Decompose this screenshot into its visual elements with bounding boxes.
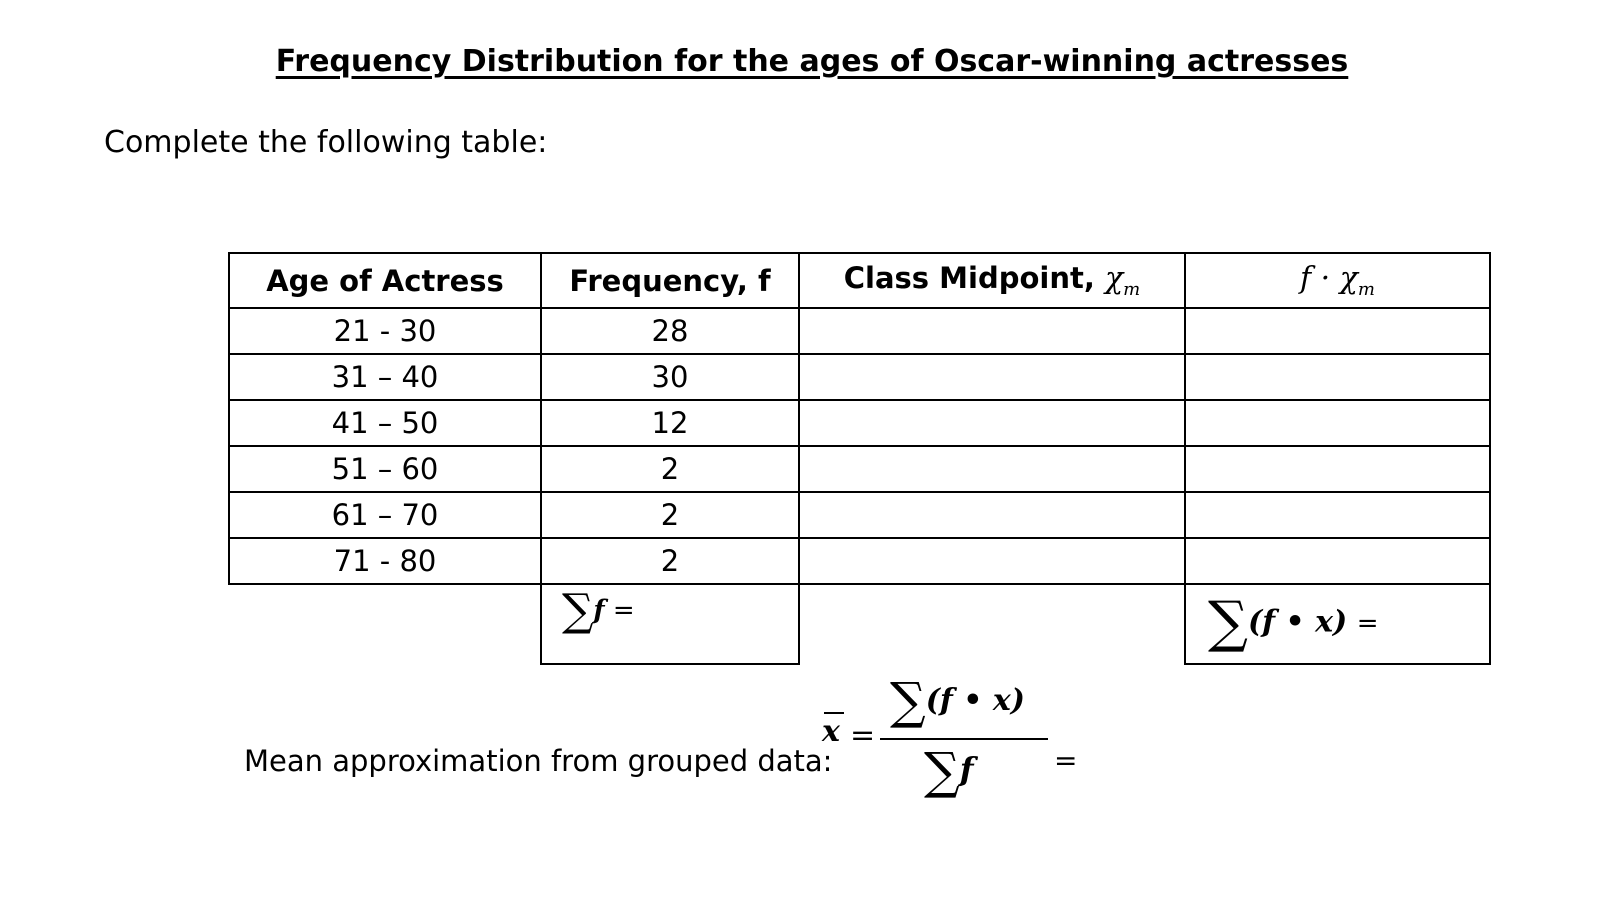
mean-equals-sign: = — [850, 718, 876, 753]
product-cell[interactable] — [1185, 492, 1490, 538]
instruction-text: Complete the following table: — [104, 125, 548, 160]
sum-row — [229, 584, 1490, 664]
age-cell: 71 - 80 — [229, 538, 541, 584]
product-cell[interactable] — [1185, 446, 1490, 492]
frequency-cell: 2 — [541, 492, 799, 538]
frequency-cell: 30 — [541, 354, 799, 400]
table-row — [229, 538, 1490, 584]
sum-fx-label: ∑(f • x) = — [1208, 590, 1379, 655]
mean-label: Mean approximation from grouped data: — [244, 744, 833, 778]
midpoint-cell[interactable] — [799, 538, 1185, 584]
page-title: Frequency Distribution for the ages of Oscar-winning actresses — [275, 44, 1349, 79]
table-row — [229, 354, 1490, 400]
header-frequency: Frequency, f — [541, 253, 799, 308]
midpoint-cell[interactable] — [799, 308, 1185, 354]
empty-cell — [229, 584, 541, 664]
product-cell[interactable] — [1185, 400, 1490, 446]
midpoint-cell[interactable] — [799, 354, 1185, 400]
age-cell: 21 - 30 — [229, 308, 541, 354]
table-row — [229, 400, 1490, 446]
table-row — [229, 446, 1490, 492]
frequency-cell: 2 — [541, 538, 799, 584]
table-header-row — [229, 253, 1490, 308]
age-cell: 51 – 60 — [229, 446, 541, 492]
product-cell[interactable] — [1185, 308, 1490, 354]
header-midpoint-label: Class Midpoint, — [843, 261, 1095, 295]
product-symbol: $f \cdot \chi_m$ — [1300, 261, 1375, 300]
frequency-cell: 28 — [541, 308, 799, 354]
product-cell[interactable] — [1185, 354, 1490, 400]
age-cell: 41 – 50 — [229, 400, 541, 446]
table-row — [229, 492, 1490, 538]
frequency-cell: 2 — [541, 446, 799, 492]
midpoint-cell[interactable] — [799, 446, 1185, 492]
frequency-cell: 12 — [541, 400, 799, 446]
age-cell: 61 – 70 — [229, 492, 541, 538]
mean-denominator: ∑f — [924, 742, 974, 800]
empty-cell — [799, 584, 1185, 664]
midpoint-cell[interactable] — [799, 400, 1185, 446]
mean-result-equals: = — [1054, 744, 1078, 777]
midpoint-symbol: $\chi_m$ — [1104, 261, 1141, 300]
frequency-table — [228, 252, 1491, 665]
age-cell: 31 – 40 — [229, 354, 541, 400]
sum-f-cell[interactable] — [541, 584, 799, 664]
fraction-bar — [880, 738, 1048, 740]
sum-fx-cell[interactable] — [1185, 584, 1490, 664]
midpoint-cell[interactable] — [799, 492, 1185, 538]
sum-f-label: ∑f = — [562, 585, 635, 636]
header-midpoint — [799, 253, 1185, 308]
header-product — [1185, 253, 1490, 308]
header-age: Age of Actress — [229, 253, 541, 308]
mean-numerator: ∑(f • x) — [890, 672, 1025, 730]
xbar-symbol: x — [822, 714, 840, 749]
table-row — [229, 308, 1490, 354]
product-cell[interactable] — [1185, 538, 1490, 584]
